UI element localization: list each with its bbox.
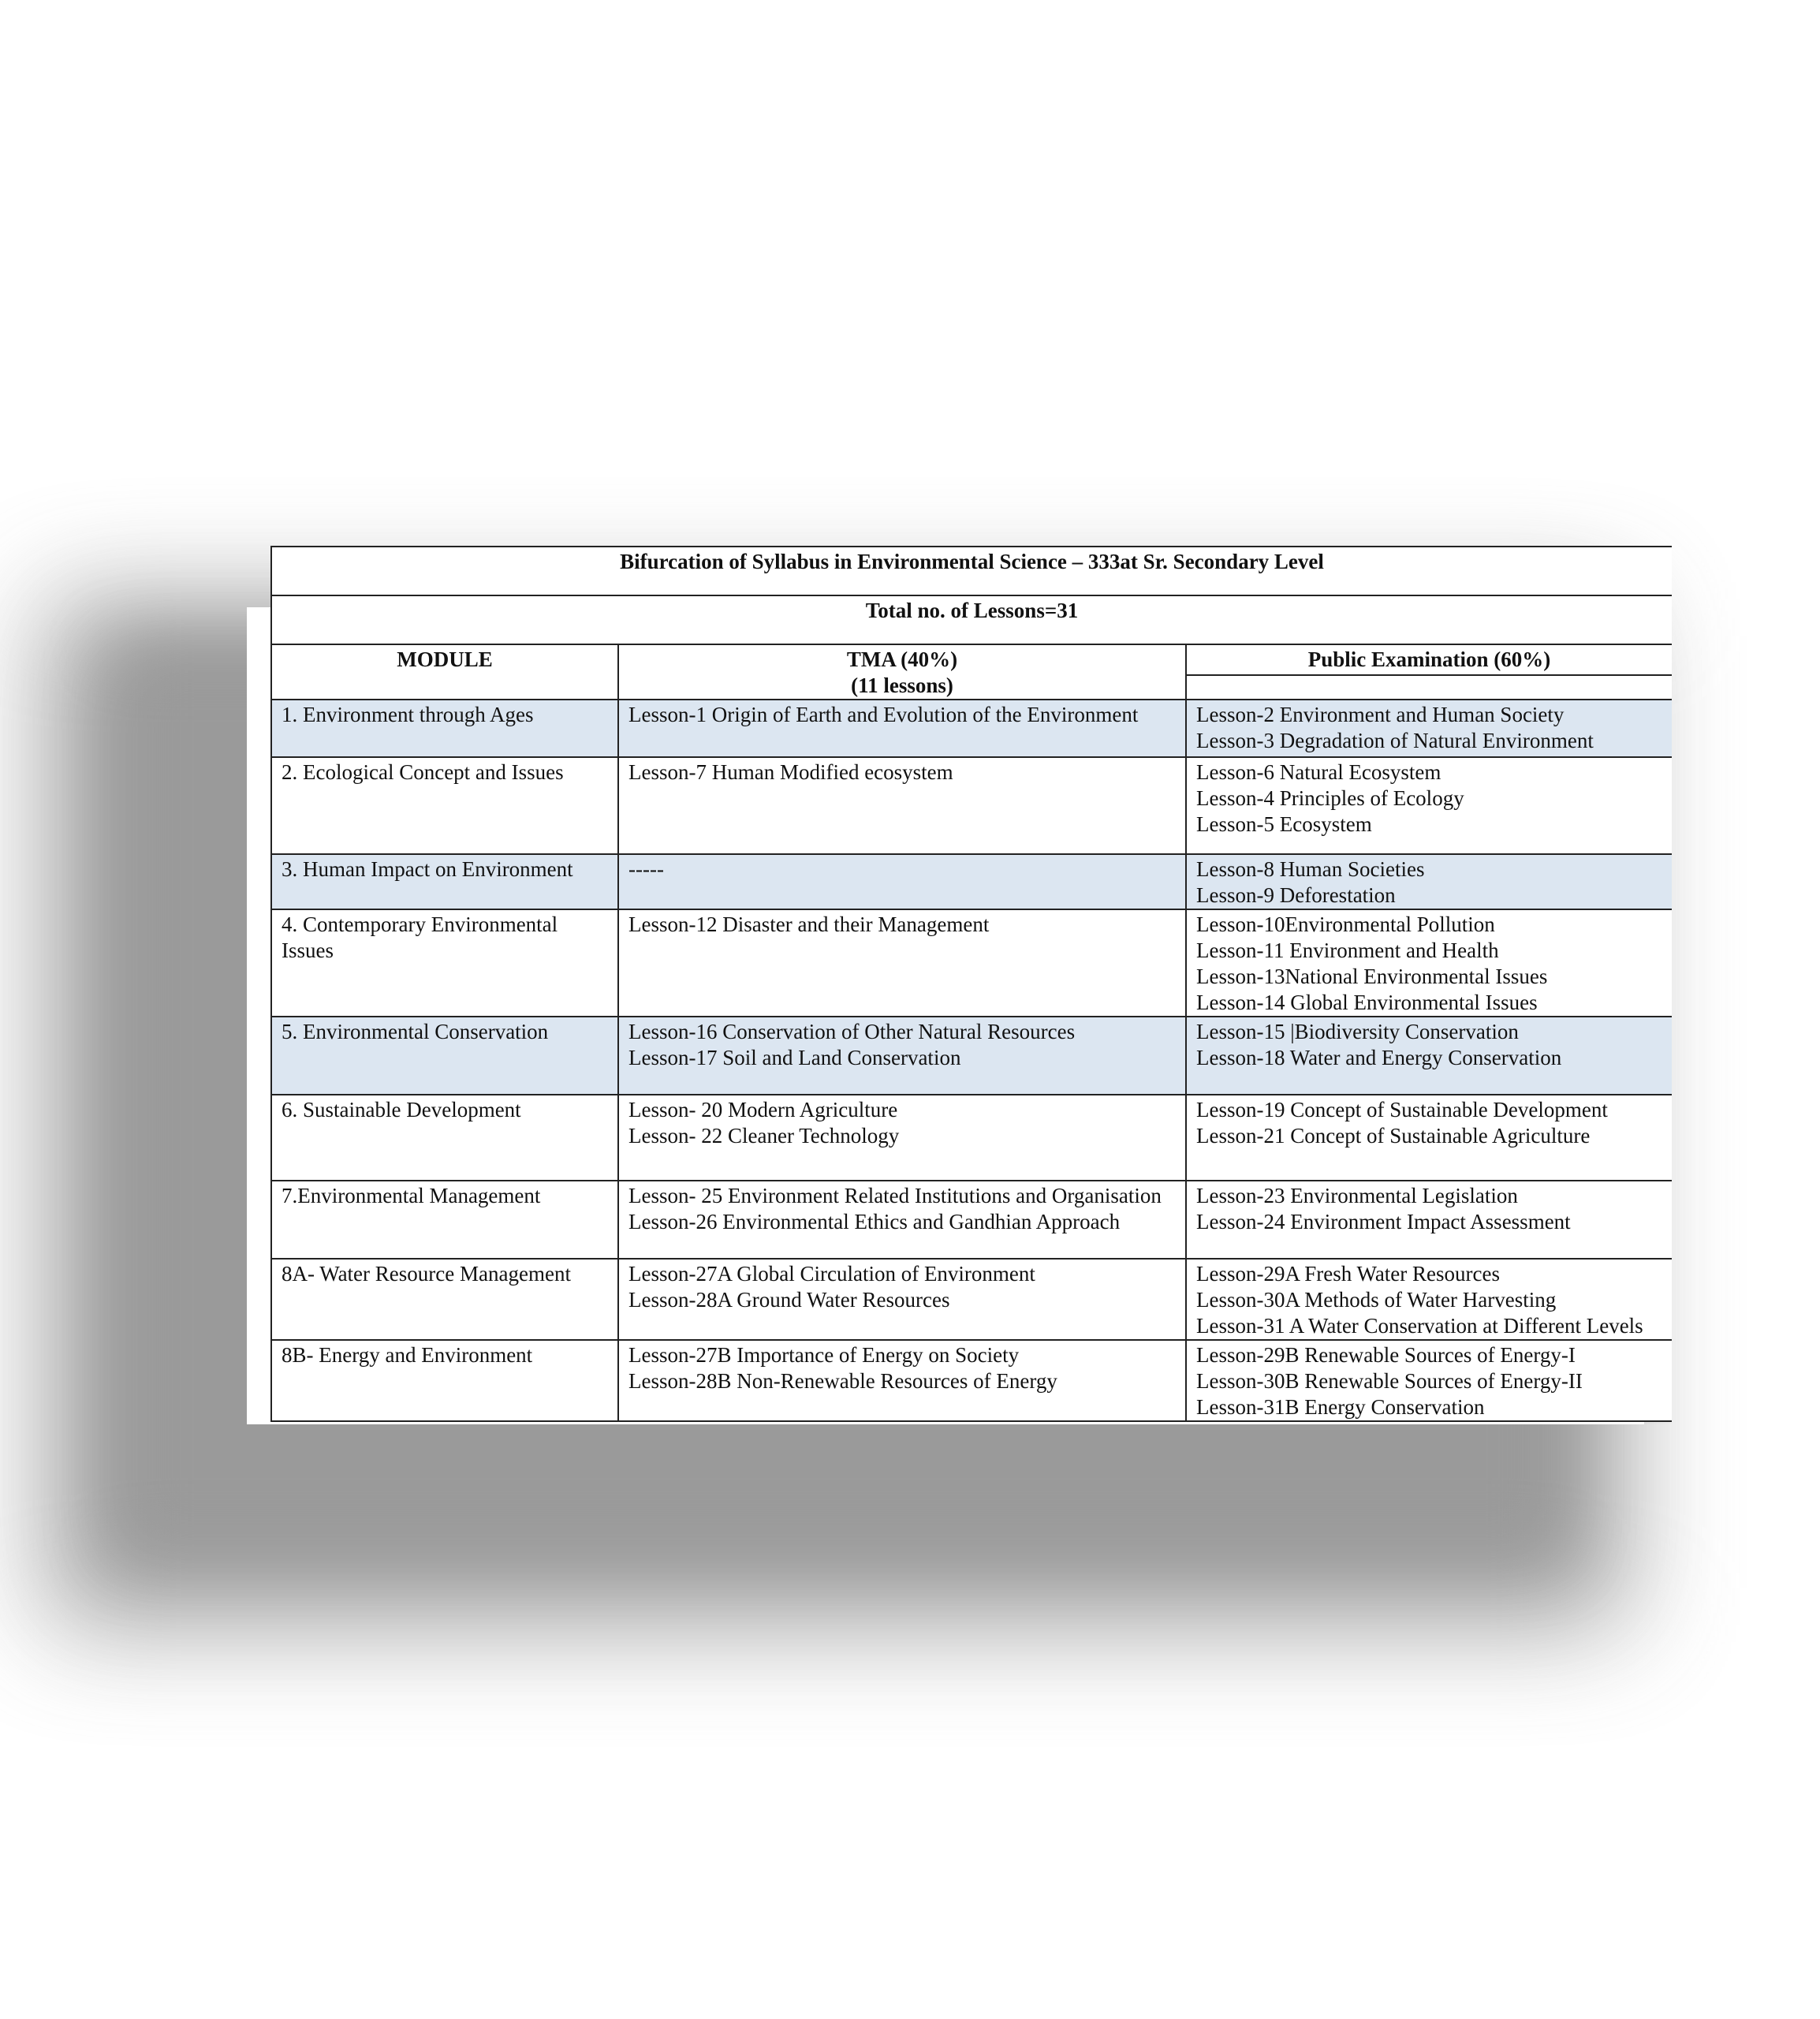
module-cell: 7.Environmental Management [271,1181,618,1259]
public-cell: Lesson-29B Renewable Sources of Energy-I Lesson-30B Renewable Sources of Energy-II Lesson-31B Energy Conservation [1186,1340,1672,1421]
table-row [271,1340,1672,1421]
table-row [271,909,1672,1017]
module-cell: 5. Environmental Conservation [271,1017,618,1095]
table-row [271,700,1672,757]
tma-cell: Lesson-12 Disaster and their Management [618,909,1186,1017]
module-cell: 1. Environment through Ages [271,700,618,757]
public-cell: Lesson-15 |Biodiversity Conservation Lesson-18 Water and Energy Conservation [1186,1017,1672,1095]
public-cell: Lesson-23 Environmental Legislation Lesson-24 Environment Impact Assessment [1186,1181,1672,1259]
total-lessons: Total no. of Lessons=31 [271,595,1672,644]
tma-cell: Lesson-27A Global Circulation of Environment Lesson-28A Ground Water Resources [618,1259,1186,1340]
module-cell: 8A- Water Resource Management [271,1259,618,1340]
public-cell: Lesson-6 Natural Ecosystem Lesson-4 Principles of Ecology Lesson-5 Ecosystem [1186,757,1672,854]
table-row [271,854,1672,909]
border-gap [359,1404,367,1407]
public-cell: Lesson-2 Environment and Human Society Lesson-3 Degradation of Natural Environment [1186,700,1672,757]
column-header-public [1186,644,1672,700]
module-cell: 4. Contemporary Environmental Issues [271,909,618,1017]
tma-cell: Lesson- 25 Environment Related Institutions and Organisation Lesson-26 Environmental Ethics and Gandhian Approach [618,1181,1186,1259]
public-cell: Lesson-10Environmental Pollution Lesson-11 Environment and Health Lesson-13National Environmental Issues Lesson-14 Global Environmental Issues [1186,909,1672,1017]
tma-cell: ----- [618,854,1186,909]
tma-cell: Lesson- 20 Modern Agriculture Lesson- 22 Cleaner Technology [618,1095,1186,1181]
public-cell: Lesson-8 Human Societies Lesson-9 Deforestation [1186,854,1672,909]
table-row [271,1017,1672,1095]
table-title: Bifurcation of Syllabus in Environmental Science – 333at Sr. Secondary Level [271,547,1672,595]
column-header-tma [618,644,1186,700]
public-cell: Lesson-19 Concept of Sustainable Development Lesson-21 Concept of Sustainable Agriculture [1186,1095,1672,1181]
tma-cell: Lesson-16 Conservation of Other Natural Resources Lesson-17 Soil and Land Conservation [618,1017,1186,1095]
column-header-module: MODULE [271,644,618,700]
table-row [271,1259,1672,1340]
module-cell: 2. Ecological Concept and Issues [271,757,618,854]
module-cell: 8B- Energy and Environment [271,1340,618,1421]
table-row [271,1181,1672,1259]
module-cell: 6. Sustainable Development [271,1095,618,1181]
module-cell: 3. Human Impact on Environment [271,854,618,909]
table-row [271,1095,1672,1181]
public-label: Public Examination (60%) [1187,647,1672,676]
public-cell: Lesson-29A Fresh Water Resources Lesson-30A Methods of Water Harvesting Lesson-31 A Water Conservation at Different Levels [1186,1259,1672,1340]
tma-label: TMA (40%) [846,647,958,671]
tma-cell: Lesson-7 Human Modified ecosystem [618,757,1186,854]
syllabus-table [270,546,1672,1422]
tma-cell: Lesson-27B Importance of Energy on Society Lesson-28B Non-Renewable Resources of Energy [618,1340,1186,1421]
tma-cell: Lesson-1 Origin of Earth and Evolution of the Environment [618,700,1186,757]
tma-sublabel: (11 lessons) [851,674,953,697]
table-row [271,757,1672,854]
